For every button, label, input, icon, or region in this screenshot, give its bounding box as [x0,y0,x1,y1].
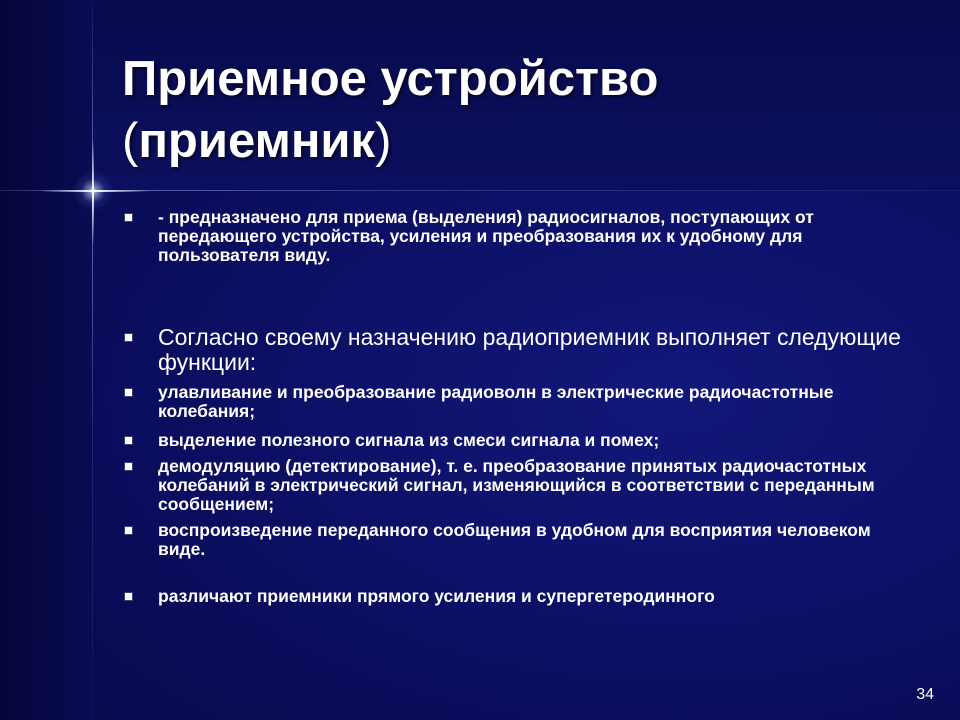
page-number: 34 [916,686,934,703]
bullet-text: воспроизведение переданного сообщения в удобном для восприятия человеком виде. [158,520,871,559]
left-band [0,0,92,720]
title-line-2-text: приемник [138,114,376,168]
square-bullet-icon [125,593,132,600]
square-bullet-icon [125,463,132,470]
square-bullet-icon [125,437,132,444]
bullet-item [122,587,902,606]
bullet-text: демодуляцию (детектирование), т. е. преобразование принятых радиочастотных колебаний в электрический сигнал, изменяющийся в соответствии с переданным сообщением; [158,456,875,514]
bullet-item [122,325,902,375]
bullet-text: - предназначено для приема (выделения) радиосигналов, поступающих от передающего устройства, усиления и преобразования их к удобному для пользователя виду. [158,207,814,265]
vertical-divider [92,0,93,720]
title-paren-open: ( [122,114,139,168]
square-bullet-icon [125,527,132,534]
bullet-item [122,208,902,265]
bullet-list [122,208,902,606]
bullet-item [122,383,902,421]
bullet-text: выделение полезного сигнала из смеси сигнала и помех; [158,430,660,450]
bullet-text: различают приемники прямого усиления и супергетеродинного [158,586,715,606]
star-sparkle-vertical-ray [92,140,94,245]
square-bullet-icon [125,389,132,396]
title-line-2 [122,110,922,172]
star-sparkle-horizontal-ray [40,190,150,192]
bullet-text: Согласно своему назначению радиоприемник выполняет следующие функции: [158,324,901,375]
bullet-item [122,431,902,450]
slide-title [122,48,922,172]
title-paren-close: ) [375,114,392,168]
bullet-item [122,457,902,514]
square-bullet-icon [125,334,132,341]
square-bullet-icon [125,214,132,221]
bullet-item [122,521,902,559]
bullet-text: улавливание и преобразование радиоволн в электрические радиочастотные колебания; [158,382,834,421]
title-line-1: Приемное устройство [122,52,659,106]
